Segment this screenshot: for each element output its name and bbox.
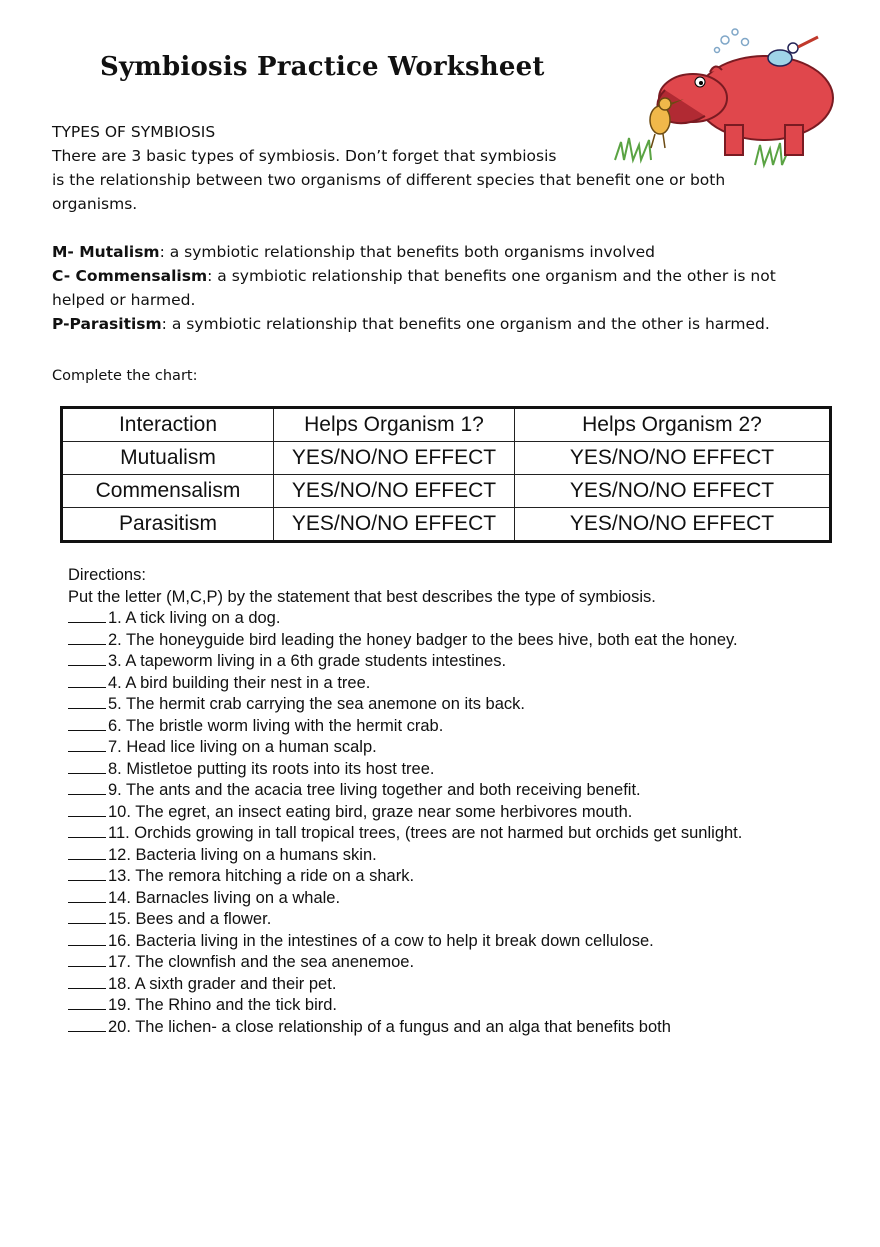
answer-blank[interactable] [68,716,106,731]
answer-blank[interactable] [68,759,106,774]
chart-cell-interaction: Parasitism [62,508,274,542]
answer-blank[interactable] [68,995,106,1010]
header-organism-1: Helps Organism 1? [274,408,515,442]
answer-blank[interactable] [68,737,106,752]
question-text: 15. Bees and a flower. [108,910,272,928]
question-text: 14. Barnacles living on a whale. [108,888,341,907]
definition-commensalism [52,264,822,312]
answer-blank[interactable] [68,823,106,838]
chart-cell-answer[interactable]: YES/NO/NO EFFECT [515,508,831,542]
answer-blank[interactable] [68,802,106,817]
definition-term: M- Mutalism [52,243,160,261]
answer-blank[interactable] [68,974,106,989]
question-item [68,845,858,867]
definition-text: : a symbiotic relationship that benefits both organisms involved [159,243,656,261]
chart-cell-answer[interactable]: YES/NO/NO EFFECT [274,508,515,542]
answer-blank[interactable] [68,866,106,881]
answer-blank[interactable] [68,1017,106,1032]
question-item [68,888,858,910]
answer-blank[interactable] [68,673,106,688]
intro-text-line: is the relationship between two organisms of different species that benefit one or both [52,171,726,189]
question-text: 13. The remora hitching a ride on a shark. [108,867,415,885]
question-item [68,995,858,1017]
chart-cell-interaction: Mutualism [62,442,274,475]
intro-text-line: There are 3 basic types of symbiosis. Don’t forget that symbiosis [52,147,557,165]
answer-blank[interactable] [68,952,106,967]
answer-blank[interactable] [68,780,106,795]
question-item [68,909,858,931]
question-item [68,823,858,845]
header-organism-2: Helps Organism 2? [515,408,831,442]
directions-instruction: Put the letter (M,C,P) by the statement that best describes the type of symbiosis. [68,587,656,606]
question-item [68,974,858,996]
answer-blank[interactable] [68,909,106,924]
question-item [68,694,858,716]
chart-cell-answer[interactable]: YES/NO/NO EFFECT [274,442,515,475]
directions-section [68,565,858,1038]
question-text: 17. The clownfish and the sea anenemoe. [108,953,415,971]
definition-text: : a symbiotic relationship that benefits one organism and the other is harmed. [161,315,770,333]
chart-row [62,442,831,475]
question-text: 5. The hermit crab carrying the sea anemone on its back. [108,695,525,713]
intro-section [52,120,812,216]
answer-blank[interactable] [68,630,106,645]
question-text: 7. Head lice living on a human scalp. [108,738,377,756]
header-interaction: Interaction [62,408,274,442]
answer-blank[interactable] [68,888,106,903]
worksheet-title: Symbiosis Practice Worksheet [100,52,545,82]
chart-row [62,475,831,508]
answer-blank[interactable] [68,694,106,709]
water-splash-illustration [715,29,749,53]
definition-term: C- Commensalism [52,267,208,285]
directions-label: Directions: [68,566,146,584]
question-item [68,780,858,802]
question-item [68,608,858,630]
question-item [68,716,858,738]
definition-parasitism [52,312,822,336]
question-text: 3. A tapeworm living in a 6th grade students intestines. [108,652,507,670]
chart-prompt: Complete the chart: [52,368,198,384]
question-text: 10. The egret, an insect eating bird, graze near some herbivores mouth. [108,802,633,821]
intro-text-line: organisms. [52,195,138,213]
answer-blank[interactable] [68,651,106,666]
question-item [68,673,858,695]
question-item [68,630,858,652]
question-item [68,759,858,781]
question-list [68,608,858,1038]
chart-header-row [62,408,831,442]
answer-blank[interactable] [68,845,106,860]
answer-blank[interactable] [68,608,106,623]
question-item [68,931,858,953]
question-text: 20. The lichen- a close relationship of a fungus and an alga that benefits both [108,1017,671,1036]
question-item [68,802,858,824]
chart-row [62,508,831,542]
question-text: 11. Orchids growing in tall tropical trees, (trees are not harmed but orchids get sunlight. [108,824,743,842]
question-item [68,737,858,759]
question-text: 2. The honeyguide bird leading the honey badger to the bees hive, both eat the honey. [108,630,738,649]
question-text: 9. The ants and the acacia tree living together and both receiving benefit. [108,781,641,799]
question-text: 4. A bird building their nest in a tree. [108,673,371,692]
definition-mutualism [52,240,822,264]
question-item [68,651,858,673]
question-text: 12. Bacteria living on a humans skin. [108,845,377,864]
chart-cell-answer[interactable]: YES/NO/NO EFFECT [515,442,831,475]
question-text: 8. Mistletoe putting its roots into its host tree. [108,759,435,778]
symbiosis-chart [60,406,832,543]
question-item [68,866,858,888]
chart-cell-answer[interactable]: YES/NO/NO EFFECT [274,475,515,508]
question-text: 1. A tick living on a dog. [108,609,281,627]
definitions-list [52,240,822,336]
definition-term: P-Parasitism [52,315,162,333]
question-item [68,952,858,974]
section-heading: TYPES OF SYMBIOSIS [52,123,216,141]
definition-text: : a symbiotic relationship that benefits one organism and the other is not helped or harmed. [52,267,776,309]
question-text: 6. The bristle worm living with the hermit crab. [108,716,444,735]
answer-blank[interactable] [68,931,106,946]
question-text: 18. A sixth grader and their pet. [108,974,337,993]
chart-cell-interaction: Commensalism [62,475,274,508]
question-item [68,1017,858,1039]
question-text: 19. The Rhino and the tick bird. [108,996,338,1014]
chart-cell-answer[interactable]: YES/NO/NO EFFECT [515,475,831,508]
question-text: 16. Bacteria living in the intestines of a cow to help it break down cellulose. [108,931,654,950]
